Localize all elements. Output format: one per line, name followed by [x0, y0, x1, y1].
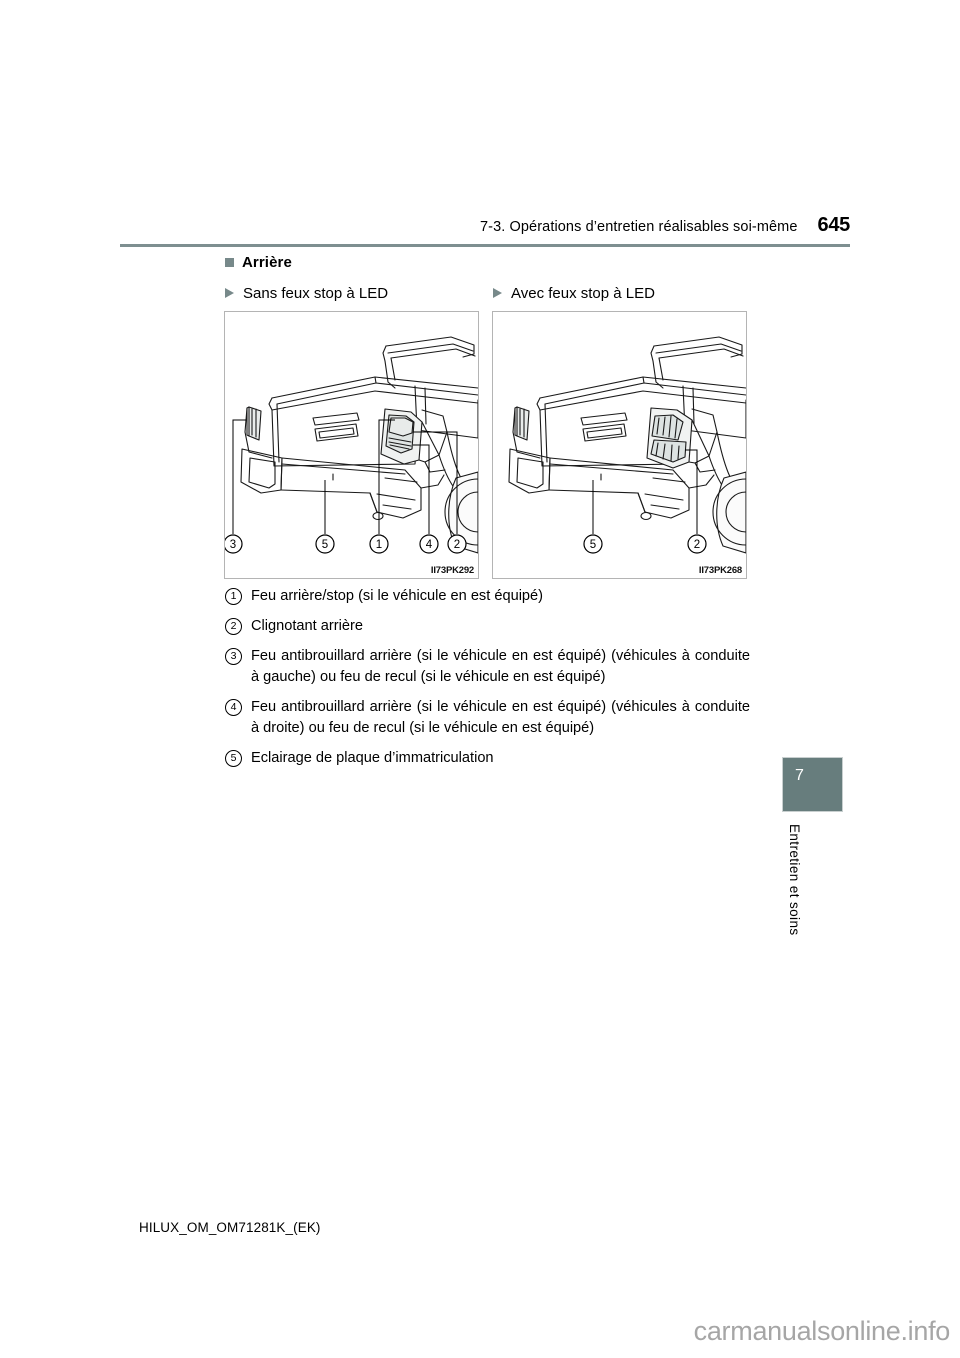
- callout-5: 5: [321, 539, 329, 551]
- callout-4: 4: [425, 539, 433, 551]
- list-item-label: Clignotant arrière: [251, 618, 363, 634]
- figure-heading-left-label: Sans feux stop à LED: [243, 284, 389, 302]
- list-item: [225, 697, 750, 739]
- list-item: [225, 586, 750, 607]
- square-bullet-icon: [225, 258, 234, 267]
- figure-rear-without-led-stop-lamps: [224, 311, 479, 579]
- figure-rear-with-led-stop-lamps: [492, 311, 747, 579]
- chapter-tab-label: Entretien et soins: [787, 824, 802, 936]
- header-row: [120, 214, 850, 240]
- list-item-label: Feu antibrouillard arrière (si le véhicule en est équipé) (véhicules à conduite à droite) ou feu de recul (si le véhicule en est équipé): [251, 699, 750, 736]
- callout-markers-left: [225, 312, 478, 578]
- header-divider-rule: [120, 244, 850, 247]
- callout-2: 2: [693, 539, 701, 551]
- site-watermark: carmanualsonline.info: [693, 1316, 950, 1346]
- list-item-label: Feu antibrouillard arrière (si le véhicule en est équipé) (véhicules à conduite à gauche) ou feu de recul (si le véhicule en est équipé): [251, 648, 750, 685]
- list-item-number: 5: [225, 750, 242, 767]
- callout-5: 5: [589, 539, 597, 551]
- figure-heading-right-label: Avec feux stop à LED: [511, 284, 655, 302]
- chapter-tab: [782, 757, 843, 812]
- page-number: 645: [817, 214, 850, 236]
- figure-heading-right: [493, 283, 655, 303]
- list-item-label: Feu arrière/stop (si le véhicule en est équipé): [251, 588, 544, 604]
- callout-markers-right: [493, 312, 746, 578]
- callout-1: 1: [375, 539, 383, 551]
- chapter-tab-number: 7: [795, 767, 804, 784]
- list-item-number: 1: [225, 588, 242, 605]
- section-heading-label: Arrière: [242, 253, 292, 271]
- list-item: [225, 646, 750, 688]
- callout-3: 3: [229, 539, 237, 551]
- callout-2: 2: [453, 539, 461, 551]
- list-item-number: 2: [225, 618, 242, 635]
- triangle-bullet-icon: [225, 288, 234, 298]
- component-list: [225, 586, 750, 778]
- list-item: [225, 748, 750, 769]
- document-footer-code: HILUX_OM_OM71281K_(EK): [139, 1220, 321, 1235]
- list-item: [225, 616, 750, 637]
- list-item-number: 4: [225, 699, 242, 716]
- figure-heading-left: [225, 283, 388, 303]
- header-section-title: 7-3. Opérations d’entretien réalisables soi-même: [480, 219, 798, 235]
- triangle-bullet-icon: [493, 288, 502, 298]
- figure-code-right: II73PK268: [698, 565, 742, 576]
- section-heading: [225, 252, 292, 272]
- list-item-number: 3: [225, 648, 242, 665]
- figure-code-left: II73PK292: [430, 565, 474, 576]
- list-item-label: Eclairage de plaque d’immatriculation: [251, 750, 494, 766]
